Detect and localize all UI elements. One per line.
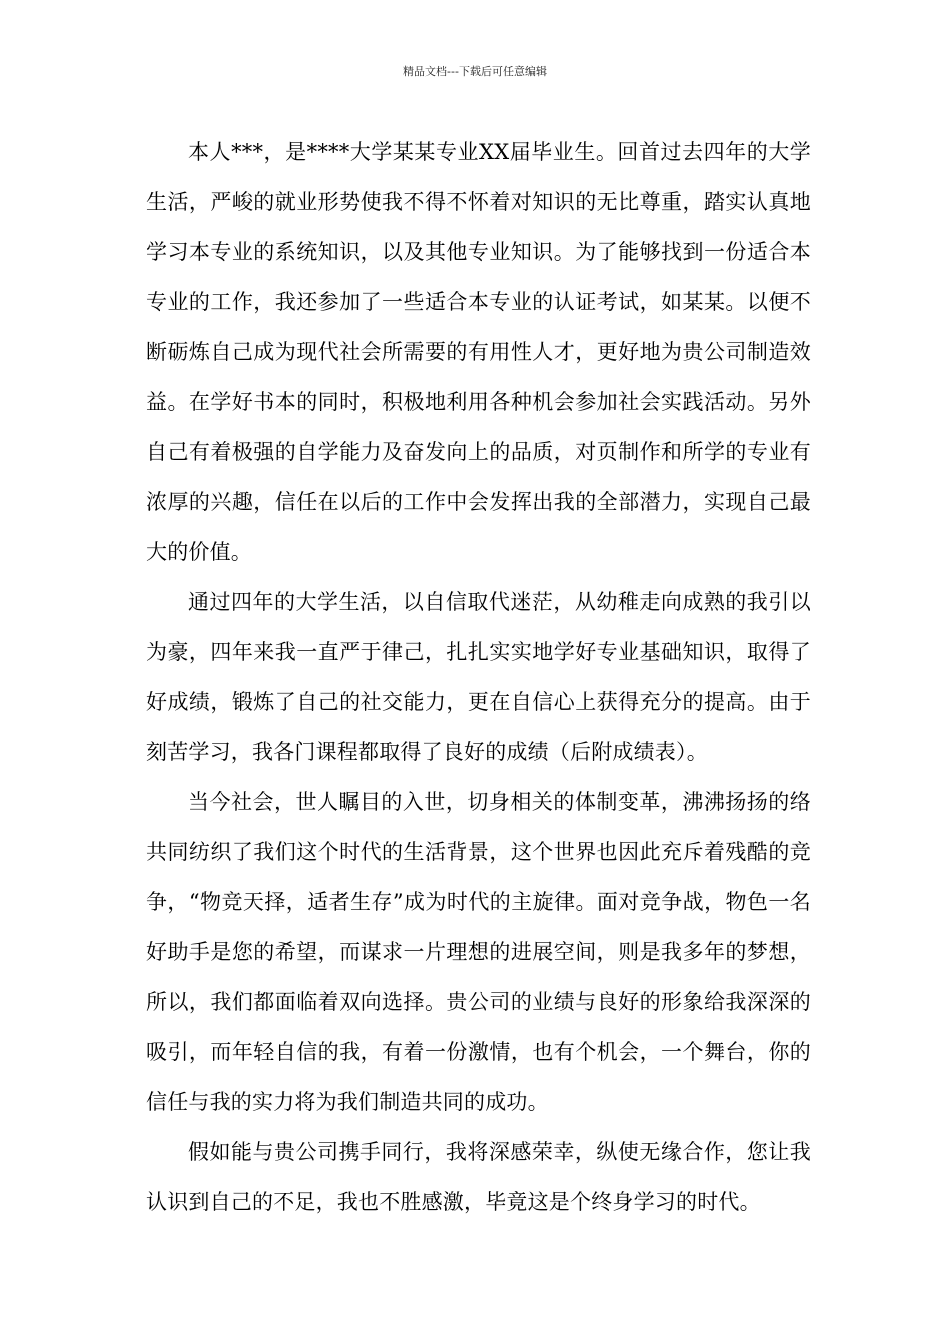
paragraph-society-competition: 当今社会，世人瞩目的入世，切身相关的体制变革，沸沸扬扬的络共同纺织了我们这个时代的生活背景，这个世界也因此充斥着残酷的竞争，“物竞天择，适者生存”成为时代的主旋律。面对竞争战，物色一名好助手是您的希望，而谋求一片理想的进展空间，则是我多年的梦想，所以，我们都面临着双向选择。贵公司的业绩与良好的形象给我深深的吸引，而年轻自信的我，有着一份激情，也有个机会，一个舞台，你的信任与我的实力将为我们制造共同的成功。 [146,790,811,1114]
paragraph-intro: 本人***，是****大学某某专业XX届毕业生。回首过去四年的大学生活，严峻的就业形势使我不得不怀着对知识的无比尊重，踏实认真地学习本专业的系统知识，以及其他专业知识。为了能够找到一份适合本专业的工作，我还参加了一些适合本专业的认证考试，如某某。以便不断砺炼自己成为现代社会所需要的有用性人才，更好地为贵公司制造效益。在学好书本的同时，积极地利用各种机会参加社会实践活动。另外自己有着极强的自学能力及奋发向上的品质，对页制作和所学的专业有浓厚的兴趣，信任在以后的工作中会发挥出我的全部潜力，实现自己最大的价值。 [146,140,811,564]
page-header-note: 精品文档---下载后可任意编辑 [403,65,547,78]
paragraph-university-life: 通过四年的大学生活，以自信取代迷茫，从幼稚走向成熟的我引以为豪，四年来我一直严于律己，扎扎实实地学好专业基础知识，取得了好成绩，锻炼了自己的社交能力，更在自信心上获得充分的提高。由于刻苦学习，我各门课程都取得了良好的成绩（后附成绩表）。 [146,590,811,764]
document-body [146,127,811,1227]
paragraph-closing: 假如能与贵公司携手同行，我将深感荣幸，纵使无缘合作，您让我认识到自己的不足，我也不胜感激，毕竟这是个终身学习的时代。 [146,1140,811,1214]
